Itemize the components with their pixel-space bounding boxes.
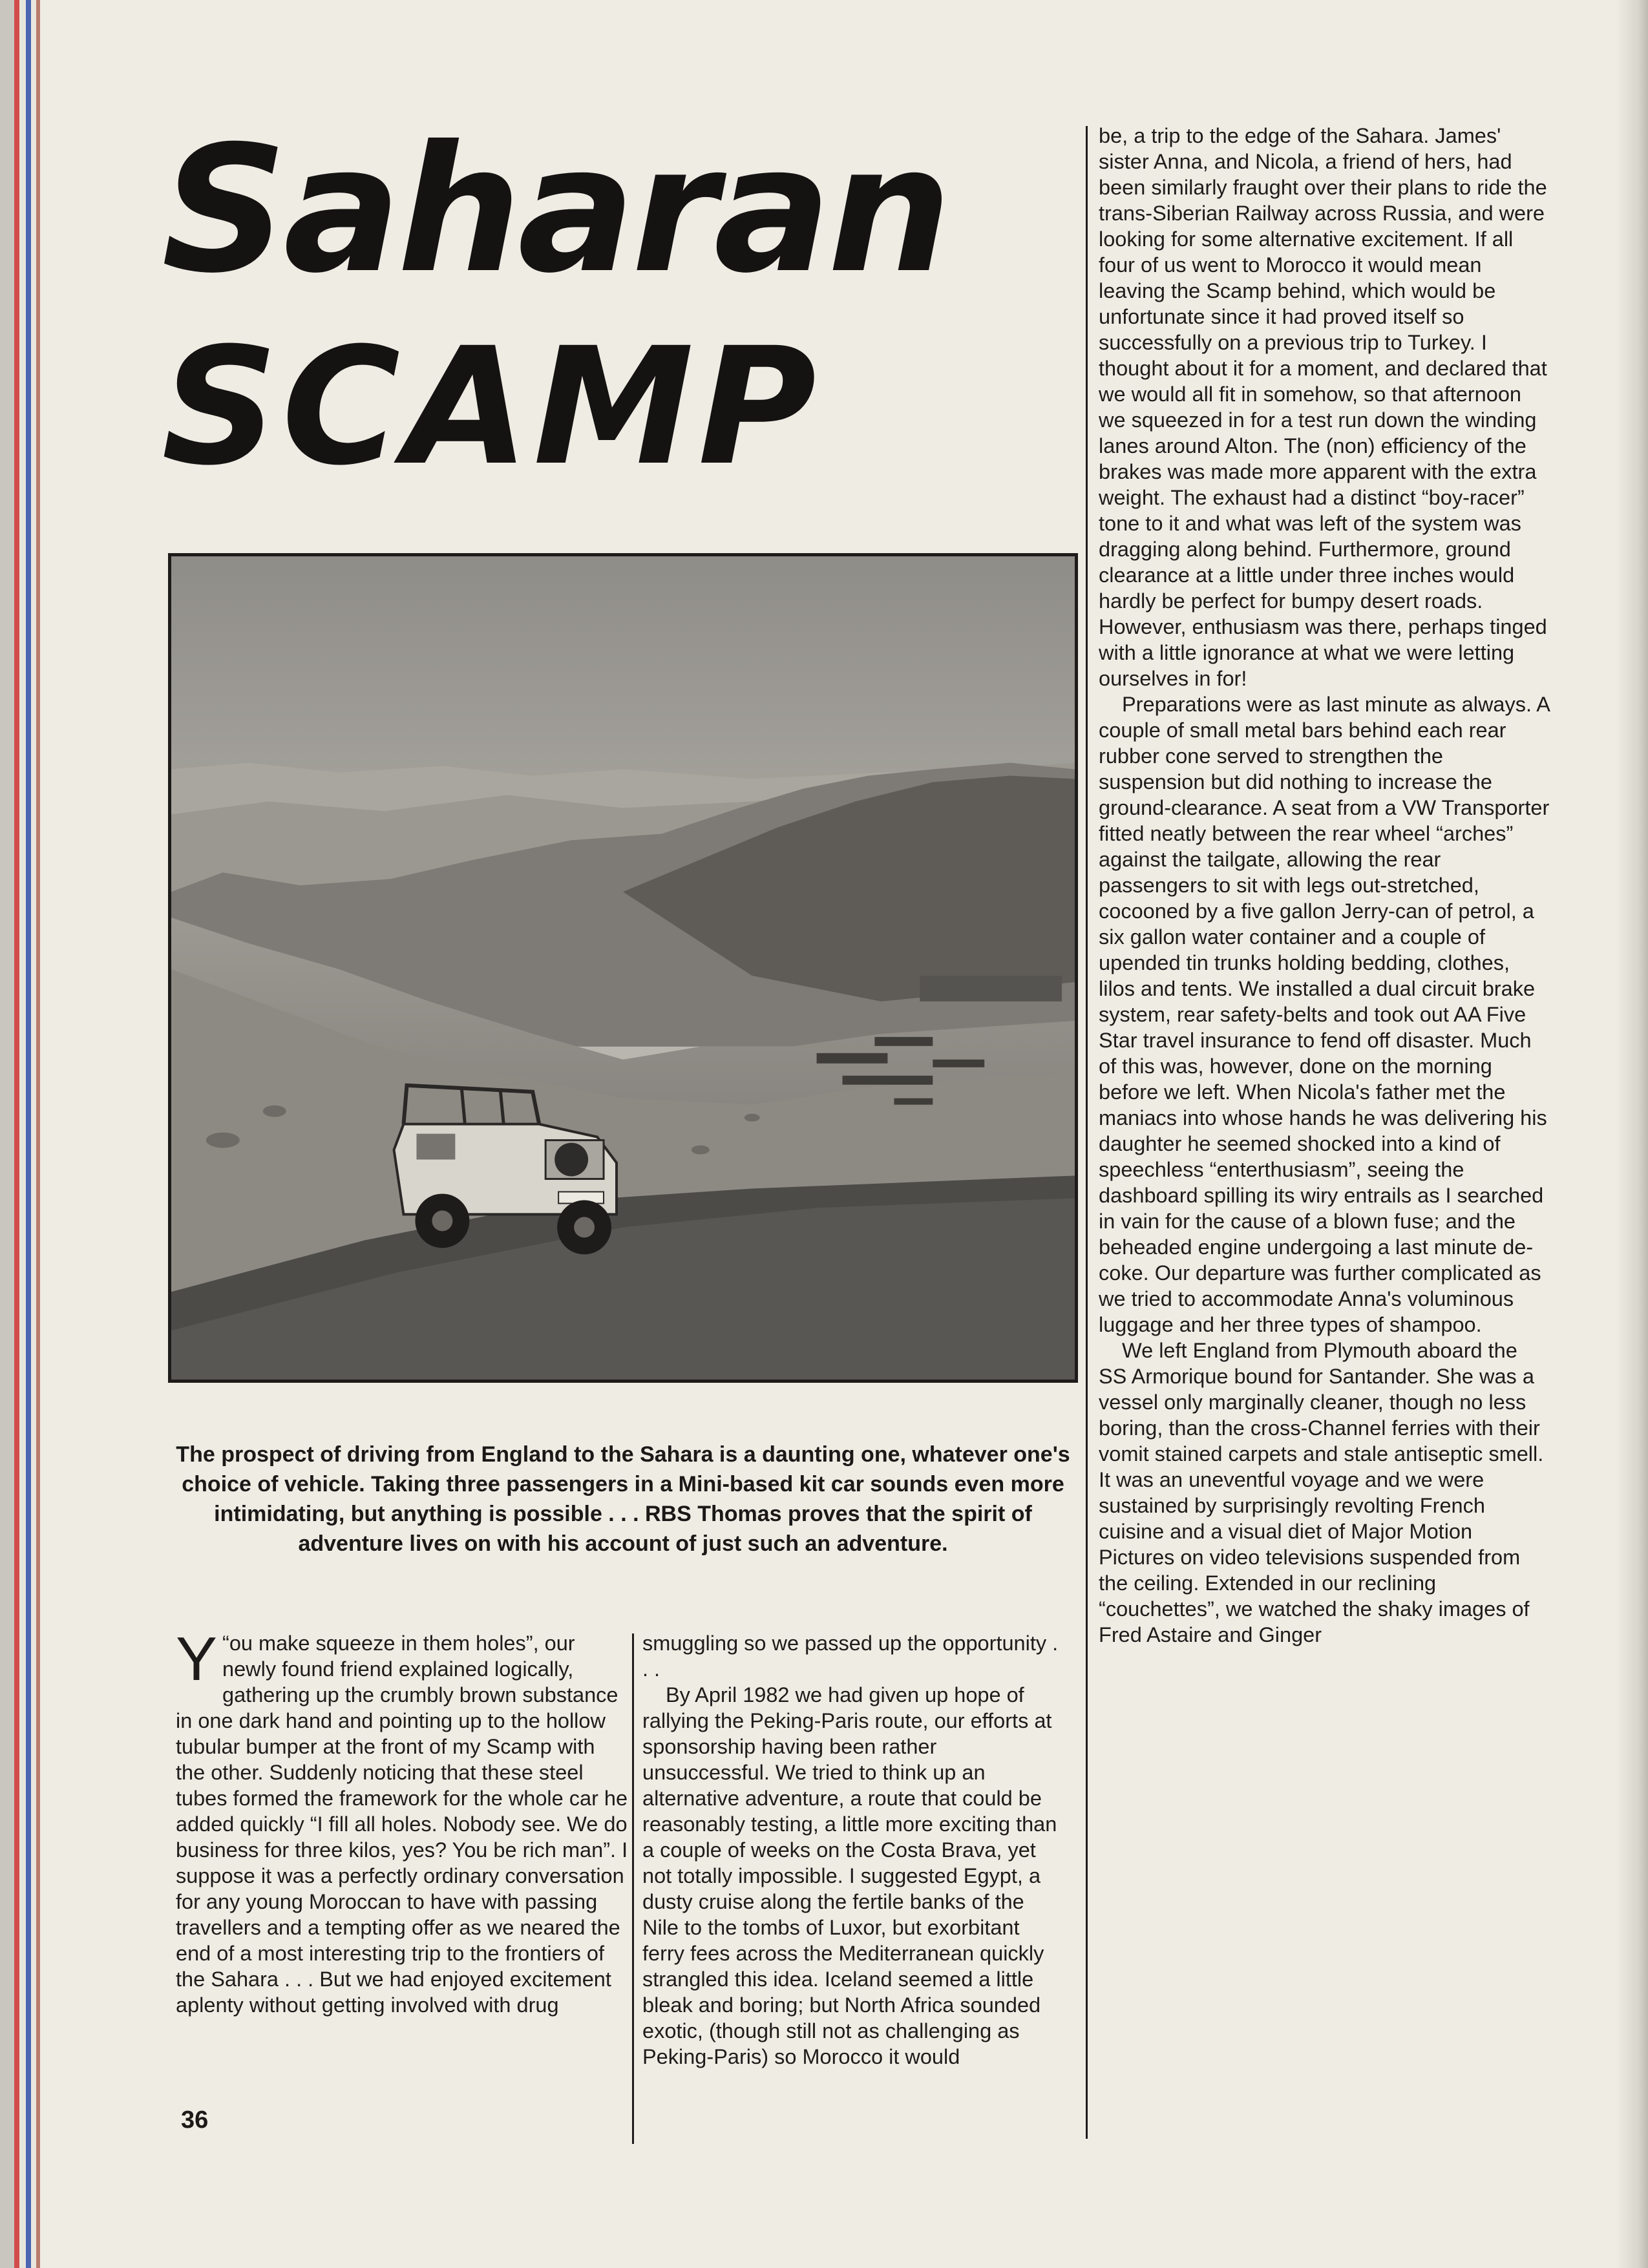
article-column-2: [642, 1630, 1061, 2070]
column-3-paragraph-1: be, a trip to the edge of the Sahara. James' sister Anna, and Nicola, a friend of hers, had been similarly fraught over their plans to ride the trans-Siberian Railway across Russia, and were looking for some alternative excitement. If all four of us went to Morocco it would mean leaving the Scamp behind, which would be unfortunate since it had proved itself so successfully on a previous trip to Turkey. I thought about it for a moment, and declared that we would all fit in somehow, so that afternoon we squeezed in for a test run down the winding lanes around Alton. The (non) efficiency of the brakes was made more apparent with the extra weight. The exhaust had a distinct “boy-racer” tone to it and what was left of the system was dragging along behind. Furthermore, ground clearance at a little under three inches would hardly be perfect for bumpy desert roads. However, enthusiasm was there, perhaps tinged with a little ignorance at what we were letting ourselves in for!: [1099, 124, 1547, 690]
column-1-paragraph-text: ou make squeeze in them holes”, our newly found friend explained logically, gathering up the crumbly brown substance in one dark hand and pointing up to the hollow tubular bumper at the front of my Scamp with the other. Suddenly noticing that these steel tubes formed the framework for the whole car he added quickly “I fill all holes. Nobody see. We do business for three kilos, yes? You be rich man”. I suppose it was a perfectly ordinary conversation for any young Moroccan to have with passing travellers and a tempting offer as we neared the end of a most interesting trip to the frontiers of the Sahara . . . But we had enjoyed excitement aplenty without getting involved with drug: [176, 1632, 628, 2017]
column-3-paragraph-2: Preparations were as last minute as always. A couple of small metal bars behind each rear rubber cone served to strengthen the suspension but did nothing to increase the ground-clearance. A seat from a VW Transporter fitted neatly between the rear wheel “arches” against the tailgate, allowing the rear passengers to sit with legs out-stretched, cocooned by a five gallon Jerry-can of petrol, a six gallon water container and a couple of upended tin trunks holding bedding, clothes, lilos and tents. We installed a dual circuit brake system, rear safety-belts and took out AA Five Star travel insurance to fend off disaster. Much of this was, however, done on the morning before we left. When Nicola's father met the maniacs into whose hands he was delivering his daughter he seemed shocked into a kind of speechless “enterthusiasm”, seeing the dashboard spilling its wiry entrails as I searched in vain for the cause of a blown fuse; and the beheaded engine undergoing a last minute de-coke. Our departure was further complicated as we tried to accommodate Anna's voluminous luggage and her three types of shampoo.: [1099, 693, 1550, 1336]
standfirst-intro: The prospect of driving from England to the Sahara is a daunting one, whatever one's choice of vehicle. Taking three passengers in a Mini-based kit car sounds even more intimidating, but anything is possible . . . RBS Thomas proves that the spirit of adventure lives on with his account of just such an adventure.: [176, 1442, 1070, 1556]
desert-photo: [168, 553, 1078, 1383]
page-number: 36: [181, 2106, 209, 2134]
page-gutter-shadow: [1616, 0, 1648, 2268]
column-2-paragraph-1: smuggling so we passed up the opportunity . . .: [642, 1632, 1059, 1681]
opening-quote: “: [222, 1632, 229, 1655]
column-rule-1: [632, 1633, 634, 2144]
title-line-1: Saharan: [162, 108, 948, 311]
article-column-1: [176, 1624, 628, 2018]
mountain-desert-car-photo-icon: [171, 556, 1075, 1380]
page-edge-stripes: [0, 0, 50, 2268]
column-3-paragraph-3: We left England from Plymouth aboard the SS Armorique bound for Santander. She was a vessel only marginally cleaner, though no less boring, than the cross-Channel ferries with their vomit stained carpets and stale antiseptic smell. It was an uneventful voyage and we were sustained by surprisingly revolting French cuisine and a visual diet of Major Motion Pictures on video televisions suspended from the ceiling. Extended in our reclining “couchettes”, we watched the shaky images of Fred Astaire and Ginger: [1099, 1339, 1544, 1646]
title-line-2: SCAMP: [162, 313, 821, 501]
column-1-paragraph-1: [176, 1624, 628, 2018]
drop-cap: Y: [176, 1624, 218, 1694]
article-column-3: [1099, 123, 1551, 1648]
column-2-paragraph-2: By April 1982 we had given up hope of rallying the Peking-Paris route, our efforts at sponsorship having been rather unsuccessful. We tried to think up an alternative adventure, a route that could be reasonably testing, a little more exciting than a couple of weeks on the Costa Brava, yet not totally impossible. I suggested Egypt, a dusty cruise along the fertile banks of the Nile to the tombs of Luxor, but exorbitant ferry fees across the Mediterranean quickly strangled this idea. Iceland seemed a little bleak and boring; but North Africa sounded exotic, (though still not as challenging as Peking-Paris) so Morocco it would: [642, 1683, 1057, 2068]
column-rule-2: [1086, 126, 1088, 2139]
